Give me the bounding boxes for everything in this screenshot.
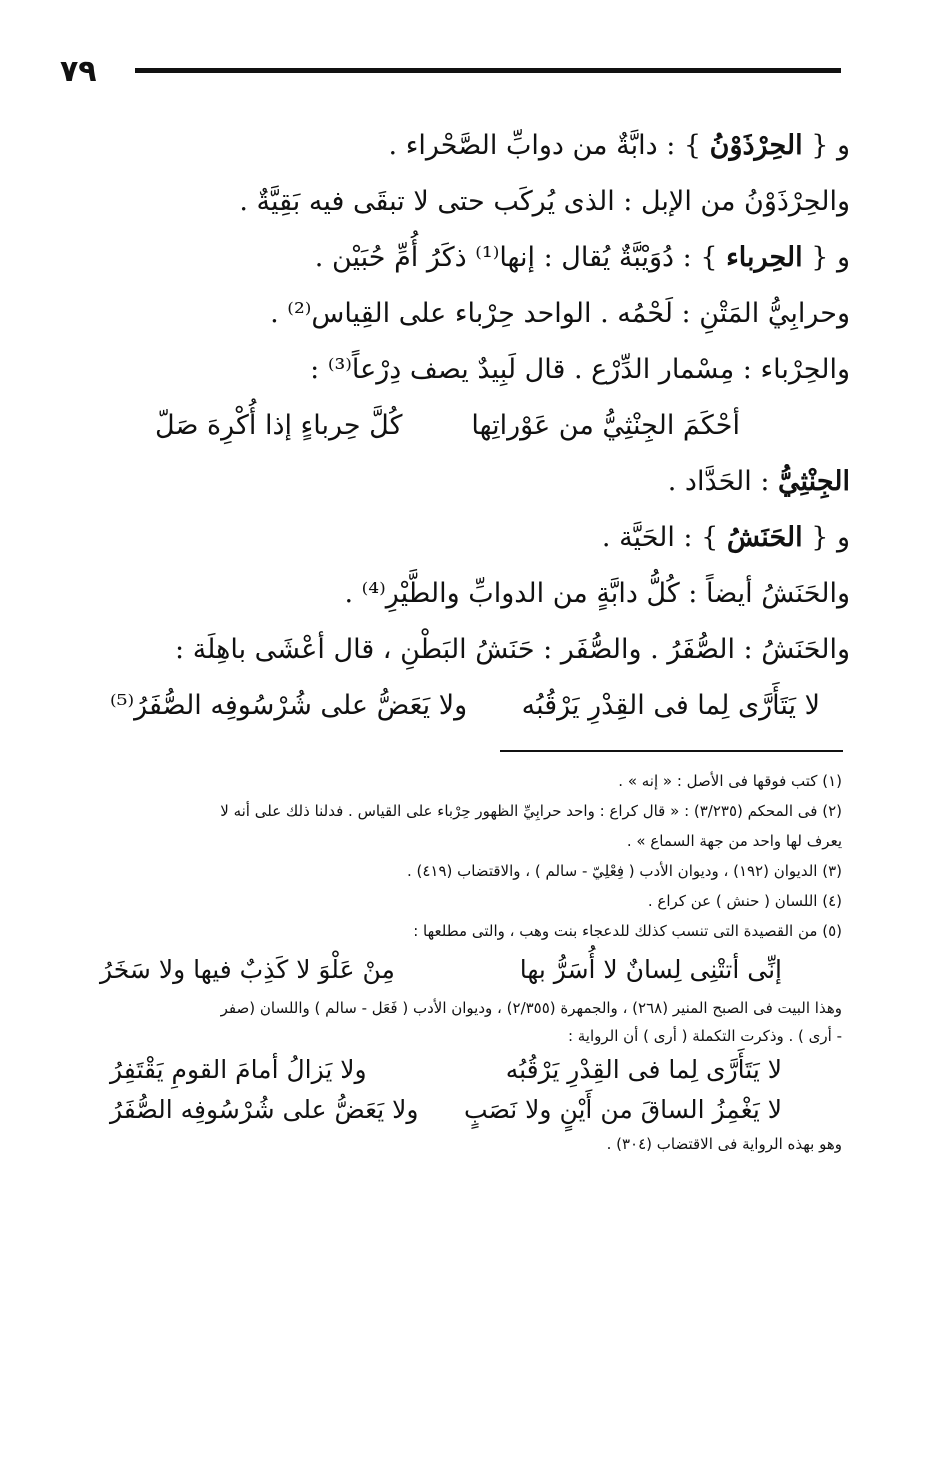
- footnote-verse: [80, 1090, 842, 1130]
- footnote-rule: [500, 750, 843, 752]
- footnote-verse: [80, 946, 842, 994]
- verse-hemistich-first: لا يَتَأَرَّى لِما فى القِدْرِ يَرْقُبُه: [505, 1055, 782, 1084]
- poem-verse: [80, 398, 850, 454]
- footnote-5: (٥) من القصيدة التى تنسب كذلك للدعجاء بنت وهب ، والتى مطلعها :: [413, 922, 842, 940]
- line-prefix: و {: [802, 130, 850, 161]
- verse-hemistich-second: ولا يَعَضُّ على شُرْسُوفِه الصُّفَرُ: [110, 1095, 419, 1124]
- footnote-1: (١) كتب فوقها فى الأصل : « إنه » .: [618, 772, 842, 790]
- main-text: [80, 118, 850, 734]
- line-text: } : دُوَيْبَّةٌ يُقال : إنها⁽¹⁾ ذكَرُ أُمِّ حُبَيْن .: [314, 242, 727, 273]
- verse-hemistich-first: لا يَغْمِزُ الساقَ من أَيْنٍ ولا نَصَبٍ: [464, 1095, 782, 1124]
- footnote-verse: [80, 1050, 842, 1090]
- line-text: } : الحَيَّة .: [601, 522, 727, 553]
- entry-line: [80, 174, 850, 230]
- verse-hemistich-first: أحْكَمَ الجِنْثِيُّ من عَوْراتِها: [471, 410, 740, 441]
- headword: الجِنْثِيُّ: [778, 466, 850, 497]
- line-text: والحَنَشُ : الصُّفَرُ . والصُّفَر : حَنَشُ البَطْنِ ، قال أعْشَى باهِلَة :: [175, 634, 850, 665]
- verse-hemistich-second: مِنْ عَلْوَ لا كَذِبٌ فيها ولا سَخَرُ: [100, 955, 395, 984]
- line-text: والحَنَشُ أيضاً : كُلُّ دابَّةٍ من الدوابِّ والطَّيْرِ⁽⁴⁾ .: [344, 578, 850, 609]
- footnote-5-continued: وهو بهذه الرواية فى الاقتضاب (٣٠٤) .: [606, 1135, 842, 1153]
- entry-line: [80, 342, 850, 398]
- poem-verse: [80, 678, 850, 734]
- entry-line: [80, 118, 850, 174]
- line-prefix: و {: [802, 522, 850, 553]
- line-text: وحرابِيُّ المَتْنِ : لَحْمُه . الواحد حِرْباء على القِياس⁽²⁾ .: [270, 298, 850, 329]
- page-number: ٧٩: [60, 54, 97, 89]
- footnote-3: (٣) الديوان (١٩٢) ، وديوان الأدب ( فِعْلِيّ - سالم ) ، والاقتضاب (٤١٩) .: [406, 862, 842, 880]
- line-prefix: و {: [802, 242, 850, 273]
- line-text: } : دابَّةٌ من دوابِّ الصَّحْراء .: [388, 130, 710, 161]
- entry-line: [80, 622, 850, 678]
- footnote-5-continued: وهذا البيت فى الصبح المنير (٢٦٨) ، والجمهرة (٢/٣٥٥) ، وديوان الأدب ( فَعَل - سالم ) واللسان (صفر: [220, 999, 842, 1017]
- line-text: والحِرْباء : مِسْمار الدِّرْع . قال لَبِيدٌ يصف دِرْعاً⁽³⁾ :: [310, 354, 850, 385]
- entry-line: [80, 454, 850, 510]
- verse-hemistich-second: ولا يَزالُ أمامَ القومِ يَقْتَفِرُ: [110, 1055, 367, 1084]
- verse-hemistich-first: إنِّى أتتْنِى لِسانٌ لا أُسَرُّ بها: [519, 955, 782, 984]
- headword: الحِرْذَوْنُ: [709, 130, 803, 161]
- footnote-4: (٤) اللسان ( حنش ) عن كراع .: [647, 892, 842, 910]
- footnotes: [80, 766, 842, 1158]
- footnote-2: (٢) فى المحكم (٣/٢٣٥) : « قال كراع : واحد حرابِيِّ الظهور حِرْباء على القياس . فدلنا ذلك على أنه لا: [220, 802, 842, 820]
- verse-hemistich-first: لا يَتَأَرَّى لِما فى القِدْرِ يَرْقُبُه: [521, 690, 820, 721]
- headword: الحِرباء: [726, 242, 803, 273]
- line-text: : الحَدَّاد .: [667, 466, 779, 497]
- footnote-2-continued: يعرف لها واحد من جهة السماع » .: [626, 832, 842, 850]
- verse-hemistich-second: كُلَّ حِرباءٍ إذا أُكْرِهَ صَلّ: [155, 410, 403, 441]
- entry-line: [80, 286, 850, 342]
- footnote-5-continued: - أرى ) . وذكرت التكملة ( أرى ) أن الرواية :: [567, 1027, 842, 1045]
- entry-line: [80, 566, 850, 622]
- entry-line: [80, 510, 850, 566]
- line-text: والحِرْذَوْنُ من الإبل : الذى يُركَب حتى لا تبقَى فيه بَقِيَّةٌ .: [239, 186, 850, 217]
- verse-hemistich-second: ولا يَعَضُّ على شُرْسُوفِه الصُّفَرُ⁽⁵⁾: [110, 690, 468, 721]
- headword: الحَنَشُ: [726, 522, 803, 553]
- header-rule: [135, 68, 841, 73]
- entry-line: [80, 230, 850, 286]
